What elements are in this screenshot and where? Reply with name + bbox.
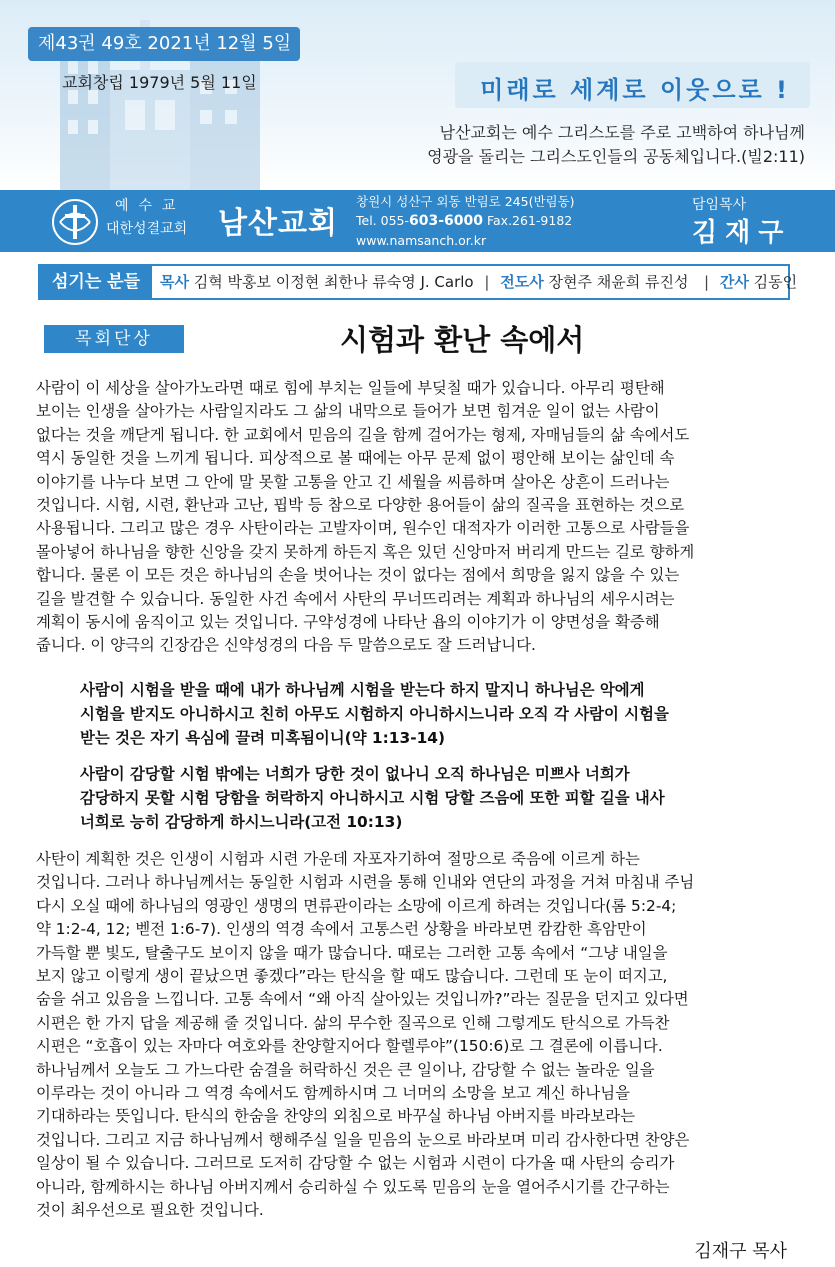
denomination-line-2: 대한성결교회: [106, 221, 188, 237]
church-logo-icon: [50, 197, 100, 247]
text-line: 하나님께서 오늘도 그 가느다란 숨결을 허락하신 것은 큰 일이나, 감당할 수 없는 놀라운 일을: [36, 1060, 655, 1079]
names-pastors: 김혁 박홍보 이정현 최한나 류숙영 J. Carlo: [193, 273, 474, 291]
text-line: 약 1:2-4, 12; 벧전 1:6-7). 인생의 역경 속에서 고통스런 상황을 바라보면 캄캄한 흑암만이: [36, 920, 647, 939]
role-staff: 간사: [719, 273, 749, 291]
text-line: 받는 것은 자기 욕심에 끌려 미혹됨이니(약 1:13-14): [80, 729, 446, 747]
paragraph-1: [36, 377, 791, 658]
text-line: 시험을 받지도 아니하시고 친히 아무도 시험하지 아니하시느니라 오직 각 사람이 시험을: [80, 705, 669, 723]
text-line: 없다는 것을 깨닫게 됩니다. 한 교회에서 믿음의 길을 함께 걸어가는 형제, 자매님들의 삶 속에서도: [36, 425, 690, 444]
text-line: 기대하라는 뜻입니다. 탄식의 한숨을 찬양의 외침으로 바꾸실 하나님 아버지를 바라보라는: [36, 1107, 636, 1126]
text-line: 시편은 한 가지 답을 제공해 줄 것입니다. 삶의 무수한 질곡으로 인해 그렇게도 탄식으로 가득찬: [36, 1013, 670, 1032]
text-line: 것입니다. 그리고 지금 하나님께서 행해주실 일을 믿음의 눈으로 바라보며 미리 감사한다면 찬양은: [36, 1130, 690, 1149]
text-line: 다시 오실 때에 하나님의 영광인 생명의 면류관이라는 소망에 이르게 하려는 것입니다(롬 5:2-4;: [36, 896, 677, 915]
text-line: 합니다. 물론 이 모든 것은 하나님의 손을 벗어나는 것이 없다는 점에서 희망을 잃지 않을 수 있는: [36, 566, 680, 585]
issue-info: 제43권 49호 2021년 12월 5일: [28, 27, 300, 61]
role-pastors: 목사: [160, 273, 189, 291]
text-line: 사람이 시험을 받을 때에 내가 하나님께 시험을 받는다 하지 말지니 하나님은 악에게: [80, 681, 645, 699]
founded-date: 교회창립 1979년 5월 11일: [62, 73, 257, 92]
signature: 김재구 목사: [694, 1241, 787, 1262]
text-line: 시편은 “호흡이 있는 자마다 여호와를 찬양할지어다 할렐루야”(150:6)로 그 결론에 이릅니다.: [36, 1037, 663, 1056]
text-line: 보이는 인생을 살아가는 사람일지라도 그 삶의 내막으로 들어가 보면 힘겨운 일이 없는 사람이: [36, 402, 660, 421]
quote-1: [80, 678, 780, 750]
church-name: 남산교회: [218, 206, 338, 241]
text-line: 것입니다. 그러나 하나님께서는 동일한 시험과 시련을 통해 인내와 연단의 과정을 거쳐 마침내 주님: [36, 873, 695, 892]
text-line: 이야기를 나누다 보면 그 안에 말 못할 고통을 안고 긴 세월을 씨름하며 살아온 상흔이 드러나는: [36, 472, 670, 491]
text-line: 사람이 감당할 시험 밖에는 너희가 당한 것이 없나니 오직 하나님은 미쁘사 너희가: [80, 765, 630, 783]
slogan-box: [455, 62, 810, 108]
mission-line-2: 영광을 돌리는 그리스도인들의 공동체입니다.(빌2:11): [427, 147, 805, 166]
text-line: 숨을 쉬고 있음을 느낍니다. 고통 속에서 “왜 아직 살아있는 것입니까?”라는 질문을 던지고 있다면: [36, 990, 689, 1009]
text-line: 아니라, 함께하시는 하나님 아버지께서 승리하실 수 있도록 믿음의 눈을 열어주시기를 간구하는: [36, 1177, 670, 1196]
section-label: 목회단상: [44, 325, 184, 353]
text-line: 일상이 될 수 있습니다. 그러므로 도저히 감당할 수 없는 시험과 시련이 다가올 때 사탄의 승리가: [36, 1154, 675, 1173]
text-line: 이루라는 것이 아니라 그 역경 속에서도 함께하시며 그 너머의 소망을 보고 계신 하나님을: [36, 1084, 630, 1103]
text-line: 사람이 이 세상을 살아가노라면 때로 힘에 부치는 일들에 부딪칠 때가 있습니다. 아무리 평탄해: [36, 379, 665, 397]
mission-line-1: 남산교회는 예수 그리스도를 주로 고백하여 하나님께: [439, 123, 805, 142]
role-evangelists: 전도사: [500, 273, 544, 291]
denomination-line-1: 예수교: [115, 198, 186, 214]
slogan: 미래로 세계로 이웃으로 !: [480, 76, 790, 104]
text-line: 것입니다. 시험, 시련, 환난과 고난, 핍박 등 참으로 다양한 용어들이 삶의 질곡을 표현하는 것으로: [36, 496, 685, 515]
text-line: 길을 발견할 수 있습니다. 동일한 사건 속에서 사탄의 무너뜨리려는 계획과 하나님의 세우시려는: [36, 589, 675, 608]
text-line: 것이 최우선으로 필요한 것입니다.: [36, 1201, 264, 1220]
text-line: 감당하지 못할 시험 당함을 허락하지 아니하시고 시험 당할 즈음에 또한 피할 길을 내사: [80, 789, 665, 807]
pastor-title: 담임목사: [692, 197, 747, 213]
names-staff: 김동인: [753, 273, 798, 291]
staff-bar: [38, 264, 798, 300]
pastor-name: 김재구: [692, 218, 792, 248]
text-line: 너희로 능히 감당하게 하시느니라(고전 10:13): [80, 813, 403, 831]
text-line: 역시 동일한 것을 느끼게 됩니다. 피상적으로 볼 때에는 아무 문제 없이 평안해 보이는 삶인데 속: [36, 449, 675, 468]
text-line: 몰아넣어 하나님을 향한 신앙을 갖지 못하게 하든지 혹은 있던 신앙마저 버리게 만드는 길로 향하게: [36, 542, 695, 561]
text-line: 보지 않고 이렇게 생이 끝났으면 좋겠다”라는 탄식을 할 때도 많습니다. 그런데 또 눈이 떠지고,: [36, 967, 668, 986]
phone-line: Tel. 055-603-6000 Fax.261-9182: [356, 213, 573, 229]
names-evangelists: 장현주 채윤희 류진성: [548, 273, 689, 291]
text-line: 사탄이 계획한 것은 인생이 시험과 시련 가운데 자포자기하여 절망으로 죽음에 이르게 하는: [36, 850, 640, 868]
staff-label: 섬기는 분들: [40, 266, 152, 298]
address: 창원시 성산구 외동 반림로 245(반림동): [356, 194, 575, 209]
text-line: 계획이 동시에 움직이고 있는 것입니다. 구약성경에 나타난 욥의 이야기가 이 양면성을 확증해: [36, 613, 660, 632]
text-line: 줍니다. 이 양극의 긴장감은 신약성경의 다음 두 말씀으로도 잘 드러납니다.: [36, 636, 536, 655]
paragraph-2: [36, 848, 791, 1223]
website-link[interactable]: www.namsanch.or.kr: [356, 233, 487, 248]
text-line: 가득할 뿐 빛도, 탈출구도 보이지 않을 때가 많습니다. 때로는 그러한 고통 속에서 “그냥 내일을: [36, 943, 668, 962]
text-line: 사용됩니다. 그리고 많은 경우 사탄이라는 고발자이며, 원수인 대적자가 이러한 고통으로 사람들을: [36, 519, 690, 538]
quote-2: [80, 762, 780, 834]
staff-list: 목사 김혁 박홍보 이정현 최한나 류숙영 J. Carlo | 전도사 장현주 채윤희 류진성 | 간사 김동인: [160, 273, 798, 291]
article-title: 시험과 환난 속에서: [340, 323, 585, 357]
church-contact: [356, 192, 575, 250]
